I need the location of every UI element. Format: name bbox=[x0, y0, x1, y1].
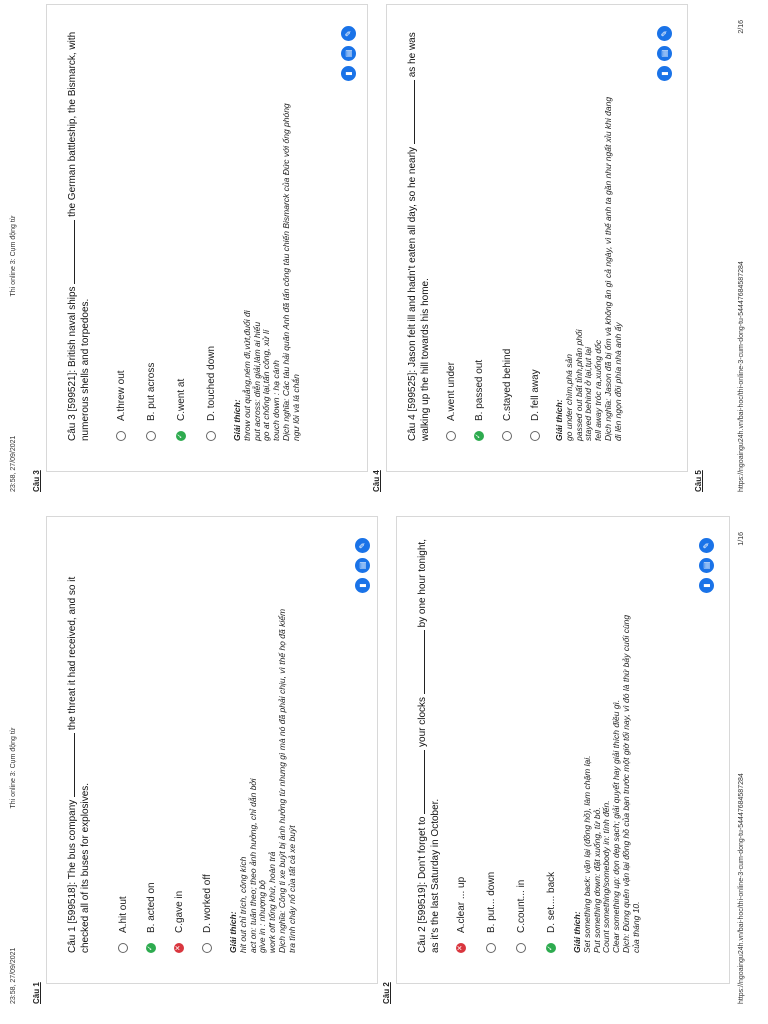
question-card-1: Câu 1 [599518]: The bus company the threat it had received, and so it checked all of its buses for explosives. A.hit out ✓ B. acted on ✕ C.gave in D. worked off Giải thích: hit out chỉ trích, công kích act on: tuân theo; theo ảnh hưởng, chỉ dẫn bởi give in : nhượng bộ work off tống khứ, hoàn trả Dịch nghĩa: Công ti xe buýt bị ảnh hưởng từ nhưng gì mà nó đã phải chịu, vì thế họ đã kiểm tra tình cháy nổ của tất cả xe buýt ▮ ▤ ✎ bbox=[46, 516, 378, 984]
bookmark-icon[interactable]: ▮ bbox=[341, 66, 356, 81]
check-circle-icon: ✓ bbox=[146, 943, 156, 953]
answer-blank bbox=[415, 750, 425, 814]
explanation: Giải thích: Set something back: vặn lại (đồng hồ), làm chậm lại. Put something down: đặt xuống, từ bỏ. Count something/somebody in: tính đến. Clear something up: dọn dẹp sạch; giải quyết hay giải thích điều gì. Dịch: Đừng quên vặn lại đồng hồ của bạn trước một giờ tối nay, vì đó là thứ bảy cuối cùng của tháng 10. bbox=[572, 614, 641, 953]
x-circle-icon: ✕ bbox=[174, 943, 184, 953]
explanation: Giải thích: go under chìm,phá sản passed out bất tỉnh,phân phối stayed behind ở lại,tụt lại fell away tróc ra,xuống dốc Dịch nghĩa: Jason đã bị ốm và không ăn gì cả ngày, vì thế anh ta gần như ngất xỉu khi đang đi lên ngọn đồi phía nhà anh ấy bbox=[554, 96, 623, 441]
radio-empty-icon bbox=[146, 431, 156, 441]
note-icon[interactable]: ▤ bbox=[699, 558, 714, 573]
question-text: Câu 2 [599519]: Don't forget to your clocks by one hour tonight, as it's the last Saturday in October. bbox=[417, 539, 441, 953]
question-label: Câu 1 bbox=[32, 982, 41, 1004]
action-buttons bbox=[657, 21, 673, 81]
print-datetime: 23:58, 27/09/2021 bbox=[10, 947, 17, 1004]
answer-blank bbox=[65, 733, 75, 797]
question-label: Câu 4 bbox=[372, 470, 381, 492]
action-buttons bbox=[355, 533, 371, 593]
answer-blank bbox=[415, 630, 425, 694]
question-text: Câu 3 [599521]: British naval ships the German battleship, the Bismarck, with numerous shells and torpedoes. bbox=[67, 31, 91, 441]
radio-empty-icon bbox=[206, 431, 216, 441]
question-label: Câu 3 bbox=[32, 470, 41, 492]
print-title: Thi online 3: Cụm động từ bbox=[10, 215, 17, 297]
answer-blank bbox=[405, 80, 415, 144]
edit-icon[interactable]: ✎ bbox=[699, 538, 714, 553]
action-buttons bbox=[341, 21, 357, 81]
page-number: 1/16 bbox=[738, 532, 745, 546]
bookmark-icon[interactable]: ▮ bbox=[355, 578, 370, 593]
print-page-1 bbox=[0, 512, 768, 1024]
radio-empty-icon bbox=[116, 431, 126, 441]
question-label: Câu 5 bbox=[694, 470, 703, 492]
edit-icon[interactable]: ✎ bbox=[341, 26, 356, 41]
check-circle-icon: ✓ bbox=[474, 431, 484, 441]
note-icon[interactable]: ▤ bbox=[355, 558, 370, 573]
bookmark-icon[interactable]: ▮ bbox=[657, 66, 672, 81]
check-circle-icon: ✓ bbox=[176, 431, 186, 441]
radio-empty-icon bbox=[118, 943, 128, 953]
question-label: Câu 2 bbox=[382, 982, 391, 1004]
radio-empty-icon bbox=[446, 431, 456, 441]
radio-empty-icon bbox=[202, 943, 212, 953]
page-header bbox=[10, 512, 24, 1024]
radio-empty-icon bbox=[486, 943, 496, 953]
edit-icon[interactable]: ✎ bbox=[355, 538, 370, 553]
radio-empty-icon bbox=[502, 431, 512, 441]
question-text: Câu 1 [599518]: The bus company the threat it had received, and so it checked all of its buses for explosives. bbox=[67, 576, 91, 953]
question-card-3: Câu 3 [599521]: British naval ships the German battleship, the Bismarck, with numerous shells and torpedoes. A.threw out B. put across ✓ C.went at D. touched down Giải thích: throw out quẳng,ném đi,vứt,đuổi đi put across: diễn giải,làm ai hiểu go at chống lại,tấn công, xử lí touch down : hạ cánh Dịch nghĩa: Các tàu hải quân Anh đã tấn công tàu chiến Bismarck của Đức với ống phóng ngư lôi và lá chắn ▮ ▤ ✎ bbox=[46, 4, 368, 472]
explanation: Giải thích: throw out quẳng,ném đi,vứt,đuổi đi put across: diễn giải,làm ai hiểu go at chống lại,tấn công, xử lí touch down : hạ cánh Dịch nghĩa: Các tàu hải quân Anh đã tấn công tàu chiến Bismarck của Đức với ống phóng ngư lôi và lá chắn bbox=[232, 103, 301, 441]
question-card-2: Câu 2 [599519]: Don't forget to your clocks by one hour tonight, as it's the last Saturday in October. ✕ A.clear ... up B. put... down C.count... in ✓ D. set.... back Giải thích: Set something back: vặn lại (đồng hồ), làm chậm lại. Put something down: đặt xuống, từ bỏ. Count something/somebody in: tính đến. Clear something up: dọn dẹp sạch; giải quyết hay giải thích điều gì. Dịch: Đừng quên vặn lại đồng hồ của bạn trước một giờ tối nay, vì đó là thứ bảy cuối cùng của tháng 10. ▮ ▤ ✎ bbox=[396, 516, 730, 984]
check-circle-icon: ✓ bbox=[546, 943, 556, 953]
bookmark-icon[interactable]: ▮ bbox=[699, 578, 714, 593]
action-buttons bbox=[699, 533, 715, 593]
explanation: Giải thích: hit out chỉ trích, công kích act on: tuân theo; theo ảnh hưởng, chỉ dẫn bởi give in : nhượng bộ work off tống khứ, hoàn trả Dịch nghĩa: Công ti xe buýt bị ảnh hưởng từ nhưng gì mà nó đã phải chịu, vì thế họ đã kiểm tra tình cháy nổ của tất cả xe buýt bbox=[228, 608, 297, 953]
print-title: Thi online 3: Cụm động từ bbox=[10, 727, 17, 809]
question-text: Câu 4 [599525]: Jason felt ill and hadn't eaten all day, so he nearly as he was walking up the hill towards his home. bbox=[407, 32, 431, 441]
print-url: https://ngoaingu24h.vn/bai-hoc/thi-online-3-cum-dong-tu-54447684587284 bbox=[738, 261, 745, 492]
page-number: 2/16 bbox=[738, 20, 745, 34]
edit-icon[interactable]: ✎ bbox=[657, 26, 672, 41]
answer-blank bbox=[65, 220, 75, 284]
page-header bbox=[10, 0, 24, 512]
radio-empty-icon bbox=[516, 943, 526, 953]
radio-empty-icon bbox=[530, 431, 540, 441]
note-icon[interactable]: ▤ bbox=[341, 46, 356, 61]
print-datetime: 23:58, 27/09/2021 bbox=[10, 435, 17, 492]
question-card-4: Câu 4 [599525]: Jason felt ill and hadn't eaten all day, so he nearly as he was walking up the hill towards his home. A.went under ✓ B. passed out C.stayed behind D. fell away Giải thích: go under chìm,phá sản passed out bất tỉnh,phân phối stayed behind ở lại,tụt lại fell away tróc ra,xuống dốc Dịch nghĩa: Jason đã bị ốm và không ăn gì cả ngày, vì thế anh ta gần như ngất xỉu khi đang đi lên ngọn đồi phía nhà anh ấy ▮ ▤ ✎ bbox=[386, 4, 688, 472]
x-circle-icon: ✕ bbox=[456, 943, 466, 953]
note-icon[interactable]: ▤ bbox=[657, 46, 672, 61]
print-url: https://ngoaingu24h.vn/bai-hoc/thi-online-3-cum-dong-tu-54447684587284 bbox=[738, 773, 745, 1004]
